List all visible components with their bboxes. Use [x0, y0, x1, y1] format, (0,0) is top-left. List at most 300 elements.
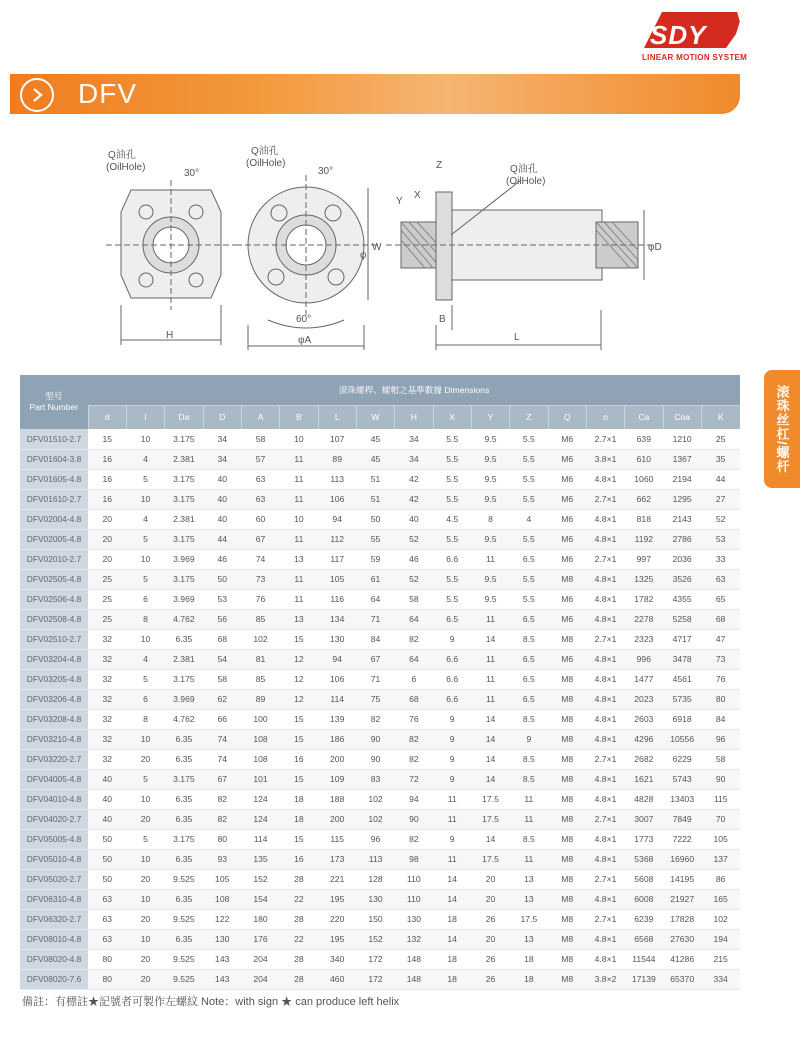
cell-b: 11 [280, 589, 318, 609]
table-row [20, 529, 740, 549]
cell-y: 9.5 [471, 469, 509, 489]
cell-da: 9.525 [165, 909, 203, 929]
cell-d: 74 [203, 749, 241, 769]
logo-brand: SDY [650, 20, 707, 50]
cell-w: 96 [356, 829, 394, 849]
cell-z: 13 [510, 889, 548, 909]
cell-q: M6 [548, 469, 586, 489]
cell-w: 172 [356, 949, 394, 969]
cell-l: 200 [318, 809, 356, 829]
cell-b: 18 [280, 789, 318, 809]
cell-d: 82 [203, 809, 241, 829]
cell-coa: 2786 [663, 529, 701, 549]
cell-w: 102 [356, 789, 394, 809]
cell-b: 13 [280, 609, 318, 629]
cell-k: 47 [701, 629, 740, 649]
cell-q: M8 [548, 889, 586, 909]
cell-q: M8 [548, 709, 586, 729]
cell-l: 340 [318, 949, 356, 969]
table-row [20, 789, 740, 809]
cell-ca: 5368 [625, 849, 663, 869]
dim-b-label: B [439, 314, 446, 325]
cell-y: 20 [471, 929, 509, 949]
cell-d: 40 [88, 769, 126, 789]
cell-d: 56 [203, 609, 241, 629]
cell-h: 52 [395, 569, 433, 589]
cell-da: 9.525 [165, 869, 203, 889]
cell-q: M6 [548, 449, 586, 469]
cell-q: M6 [548, 589, 586, 609]
cell-d: 63 [88, 929, 126, 949]
part-number-cell: DFV08020-4.8 [20, 949, 88, 969]
cell-da: 6.35 [165, 749, 203, 769]
cell-da: 2.381 [165, 449, 203, 469]
cell-d: 25 [88, 589, 126, 609]
cell-ca: 2278 [625, 609, 663, 629]
cell-w: 71 [356, 669, 394, 689]
cell-k: 68 [701, 609, 740, 629]
cell-d: 93 [203, 849, 241, 869]
cell-coa: 65370 [663, 969, 701, 989]
cell-ca: 4828 [625, 789, 663, 809]
cell-l: 89 [318, 449, 356, 469]
part-number-cell: DFV02010-2.7 [20, 549, 88, 569]
cell-h: 82 [395, 749, 433, 769]
cell-h: 76 [395, 709, 433, 729]
cell-n: 4.8×1 [586, 789, 624, 809]
cell-n: 2.7×1 [586, 749, 624, 769]
column-header-w: W [356, 405, 394, 429]
cell-coa: 14195 [663, 869, 701, 889]
cell-n: 2.7×1 [586, 629, 624, 649]
cell-k: 80 [701, 689, 740, 709]
cell-h: 58 [395, 589, 433, 609]
cell-ca: 1621 [625, 769, 663, 789]
cell-z: 11 [510, 849, 548, 869]
cell-d: 74 [203, 729, 241, 749]
cell-a: 101 [241, 769, 279, 789]
cell-y: 14 [471, 769, 509, 789]
cell-q: M8 [548, 769, 586, 789]
cell-x: 6.5 [433, 609, 471, 629]
cell-y: 11 [471, 669, 509, 689]
cell-l: 10 [126, 629, 164, 649]
table-row [20, 869, 740, 889]
angle-60: 60° [296, 314, 312, 325]
cell-w: 75 [356, 689, 394, 709]
cell-h: 90 [395, 809, 433, 829]
cell-l: 115 [318, 829, 356, 849]
cell-k: 33 [701, 549, 740, 569]
cell-z: 8.5 [510, 829, 548, 849]
cell-l: 10 [126, 849, 164, 869]
cell-q: M8 [548, 869, 586, 889]
cell-n: 4.8×1 [586, 829, 624, 849]
cell-y: 17.5 [471, 789, 509, 809]
cell-x: 5.5 [433, 569, 471, 589]
cell-b: 28 [280, 949, 318, 969]
cell-h: 52 [395, 529, 433, 549]
cell-k: 84 [701, 709, 740, 729]
cell-l: 113 [318, 469, 356, 489]
cell-l: 10 [126, 549, 164, 569]
cell-b: 28 [280, 969, 318, 989]
cell-l: 188 [318, 789, 356, 809]
table-row [20, 949, 740, 969]
cell-b: 28 [280, 909, 318, 929]
cell-l: 114 [318, 689, 356, 709]
cell-z: 6.5 [510, 689, 548, 709]
cell-h: 110 [395, 889, 433, 909]
cell-l: 106 [318, 669, 356, 689]
cell-d: 68 [203, 629, 241, 649]
cell-l: 20 [126, 809, 164, 829]
cell-w: 71 [356, 609, 394, 629]
cell-l: 195 [318, 889, 356, 909]
cell-d: 32 [88, 669, 126, 689]
cell-n: 4.8×1 [586, 949, 624, 969]
table-row [20, 589, 740, 609]
cell-z: 8.5 [510, 769, 548, 789]
cell-d: 15 [88, 429, 126, 449]
cell-d: 32 [88, 689, 126, 709]
cell-d: 16 [88, 489, 126, 509]
cell-l: 195 [318, 929, 356, 949]
cell-w: 113 [356, 849, 394, 869]
table-row [20, 849, 740, 869]
cell-y: 9.5 [471, 589, 509, 609]
cell-d: 32 [88, 629, 126, 649]
cell-a: 81 [241, 649, 279, 669]
cell-da: 3.969 [165, 589, 203, 609]
cell-d: 143 [203, 949, 241, 969]
column-header-ca: Ca [625, 405, 663, 429]
cell-z: 5.5 [510, 489, 548, 509]
cell-q: M8 [548, 969, 586, 989]
column-header-y: Y [471, 405, 509, 429]
cell-z: 6.5 [510, 649, 548, 669]
cell-w: 172 [356, 969, 394, 989]
cell-a: 108 [241, 729, 279, 749]
table-row [20, 569, 740, 589]
cell-z: 18 [510, 969, 548, 989]
cell-q: M8 [548, 749, 586, 769]
cell-d: 40 [203, 469, 241, 489]
part-number-cell: DFV02510-2.7 [20, 629, 88, 649]
cell-ca: 610 [625, 449, 663, 469]
cell-d: 108 [203, 889, 241, 909]
cell-z: 6.5 [510, 549, 548, 569]
cell-n: 4.8×1 [586, 609, 624, 629]
cell-coa: 2143 [663, 509, 701, 529]
cell-d: 40 [88, 809, 126, 829]
cell-a: 63 [241, 489, 279, 509]
front-view-left [106, 180, 236, 345]
side-view [386, 180, 656, 350]
cell-l: 8 [126, 709, 164, 729]
cell-l: 20 [126, 909, 164, 929]
cell-k: 53 [701, 529, 740, 549]
cell-b: 15 [280, 629, 318, 649]
part-number-cell: DFV01605-4.8 [20, 469, 88, 489]
cell-l: 94 [318, 649, 356, 669]
sdy-logo [640, 4, 750, 64]
column-header-row [20, 405, 740, 429]
cell-z: 5.5 [510, 529, 548, 549]
cell-k: 70 [701, 809, 740, 829]
cell-coa: 1367 [663, 449, 701, 469]
cell-n: 4.8×1 [586, 469, 624, 489]
cell-z: 6.5 [510, 669, 548, 689]
cell-l: 105 [318, 569, 356, 589]
cell-q: M8 [548, 569, 586, 589]
cell-d: 50 [203, 569, 241, 589]
cell-x: 6.6 [433, 669, 471, 689]
cell-l: 20 [126, 949, 164, 969]
table-row [20, 649, 740, 669]
cell-a: 204 [241, 969, 279, 989]
cell-z: 8.5 [510, 749, 548, 769]
cell-l: 10 [126, 489, 164, 509]
cell-y: 11 [471, 649, 509, 669]
cell-y: 14 [471, 749, 509, 769]
cell-z: 9 [510, 729, 548, 749]
cell-l: 5 [126, 829, 164, 849]
cell-l: 10 [126, 929, 164, 949]
table-row [20, 709, 740, 729]
cell-q: M6 [548, 529, 586, 549]
cell-l: 20 [126, 749, 164, 769]
cell-x: 14 [433, 869, 471, 889]
cell-n: 4.8×1 [586, 669, 624, 689]
cell-y: 8 [471, 509, 509, 529]
cell-da: 3.175 [165, 429, 203, 449]
cell-x: 4.5 [433, 509, 471, 529]
cell-l: 4 [126, 509, 164, 529]
cell-da: 6.35 [165, 629, 203, 649]
oil-hole-en-1: (OilHole) [106, 162, 146, 173]
cell-a: 114 [241, 829, 279, 849]
cell-h: 148 [395, 969, 433, 989]
cell-b: 11 [280, 469, 318, 489]
cell-ca: 4296 [625, 729, 663, 749]
cell-d: 32 [88, 709, 126, 729]
cell-x: 9 [433, 729, 471, 749]
cell-y: 9.5 [471, 529, 509, 549]
cell-y: 11 [471, 549, 509, 569]
cell-a: 154 [241, 889, 279, 909]
cell-coa: 6229 [663, 749, 701, 769]
cell-d: 122 [203, 909, 241, 929]
cell-b: 28 [280, 869, 318, 889]
cell-l: 112 [318, 529, 356, 549]
cell-k: 215 [701, 949, 740, 969]
part-number-cell: DFV05005-4.8 [20, 829, 88, 849]
cell-a: 76 [241, 589, 279, 609]
part-label-en: Part Number [29, 402, 79, 412]
cell-w: 150 [356, 909, 394, 929]
cell-b: 11 [280, 489, 318, 509]
cell-a: 124 [241, 789, 279, 809]
cell-q: M8 [548, 909, 586, 929]
part-number-cell: DFV08010-4.8 [20, 929, 88, 949]
cell-q: M8 [548, 689, 586, 709]
dim-phi-label: φ [360, 250, 367, 261]
cell-l: 6 [126, 589, 164, 609]
cell-b: 15 [280, 729, 318, 749]
side-category-tab[interactable] [764, 370, 800, 488]
cell-q: M8 [548, 949, 586, 969]
cell-coa: 4717 [663, 629, 701, 649]
cell-b: 22 [280, 929, 318, 949]
cell-y: 14 [471, 629, 509, 649]
cell-a: 102 [241, 629, 279, 649]
cell-n: 2.7×1 [586, 489, 624, 509]
cell-n: 4.8×1 [586, 849, 624, 869]
cell-n: 4.8×1 [586, 569, 624, 589]
cell-ca: 17139 [625, 969, 663, 989]
cell-w: 64 [356, 589, 394, 609]
cell-b: 10 [280, 429, 318, 449]
cell-b: 15 [280, 709, 318, 729]
cell-l: 139 [318, 709, 356, 729]
cell-x: 5.5 [433, 429, 471, 449]
cell-d: 130 [203, 929, 241, 949]
cell-y: 9.5 [471, 449, 509, 469]
cell-coa: 2036 [663, 549, 701, 569]
cell-w: 128 [356, 869, 394, 889]
cell-ca: 2023 [625, 689, 663, 709]
part-number-cell: DFV06310-4.8 [20, 889, 88, 909]
cell-a: 74 [241, 549, 279, 569]
cell-y: 14 [471, 729, 509, 749]
cell-d: 40 [88, 789, 126, 809]
cell-x: 5.5 [433, 449, 471, 469]
part-number-cell: DFV03210-4.8 [20, 729, 88, 749]
cell-n: 4.8×1 [586, 929, 624, 949]
cell-l: 173 [318, 849, 356, 869]
cell-d: 44 [203, 529, 241, 549]
cell-h: 40 [395, 509, 433, 529]
column-header-a: A [241, 405, 279, 429]
cell-coa: 41286 [663, 949, 701, 969]
cell-a: 60 [241, 509, 279, 529]
dim-w-label: W [372, 242, 382, 253]
cell-x: 9 [433, 709, 471, 729]
cell-n: 2.7×1 [586, 869, 624, 889]
cell-h: 64 [395, 609, 433, 629]
cell-ca: 997 [625, 549, 663, 569]
cell-a: 204 [241, 949, 279, 969]
cell-d: 54 [203, 649, 241, 669]
table-row [20, 509, 740, 529]
table-row [20, 969, 740, 989]
cell-d: 40 [203, 489, 241, 509]
cell-k: 63 [701, 569, 740, 589]
cell-da: 3.969 [165, 549, 203, 569]
cell-h: 64 [395, 649, 433, 669]
cell-z: 5.5 [510, 449, 548, 469]
cell-d: 20 [88, 529, 126, 549]
cell-b: 12 [280, 689, 318, 709]
cell-da: 3.175 [165, 529, 203, 549]
column-header-d: D [203, 405, 241, 429]
dimensions-table [20, 375, 740, 990]
cell-n: 4.8×1 [586, 529, 624, 549]
cell-z: 5.5 [510, 429, 548, 449]
dim-h-label: H [166, 330, 174, 341]
cell-d: 105 [203, 869, 241, 889]
cell-a: 85 [241, 609, 279, 629]
oil-hole-en-3: (OilHole) [506, 176, 546, 187]
cell-q: M8 [548, 669, 586, 689]
cell-w: 45 [356, 449, 394, 469]
cell-k: 96 [701, 729, 740, 749]
cell-d: 80 [203, 829, 241, 849]
cell-l: 8 [126, 609, 164, 629]
cell-y: 11 [471, 689, 509, 709]
cell-d: 40 [203, 509, 241, 529]
cell-a: 63 [241, 469, 279, 489]
cell-q: M8 [548, 849, 586, 869]
dim-l-label: L [514, 332, 520, 343]
column-header-z: Z [510, 405, 548, 429]
cell-n: 4.8×1 [586, 689, 624, 709]
cell-k: 137 [701, 849, 740, 869]
cell-coa: 1210 [663, 429, 701, 449]
page-title: DFV [78, 78, 137, 109]
cell-da: 9.525 [165, 969, 203, 989]
cell-b: 12 [280, 669, 318, 689]
cell-k: 58 [701, 749, 740, 769]
cell-l: 460 [318, 969, 356, 989]
cell-w: 45 [356, 429, 394, 449]
table-row [20, 889, 740, 909]
cell-b: 11 [280, 529, 318, 549]
part-number-cell: DFV08020-7.6 [20, 969, 88, 989]
cell-l: 10 [126, 429, 164, 449]
cell-a: 73 [241, 569, 279, 589]
cell-b: 22 [280, 889, 318, 909]
cell-h: 42 [395, 489, 433, 509]
cell-n: 4.8×1 [586, 649, 624, 669]
technical-drawing [96, 140, 696, 355]
table-row [20, 689, 740, 709]
cell-da: 3.175 [165, 469, 203, 489]
cell-q: M8 [548, 929, 586, 949]
cell-x: 9 [433, 769, 471, 789]
cell-k: 115 [701, 789, 740, 809]
cell-coa: 3478 [663, 649, 701, 669]
cell-d: 34 [203, 449, 241, 469]
cell-d: 62 [203, 689, 241, 709]
cell-y: 9.5 [471, 489, 509, 509]
cell-k: 90 [701, 769, 740, 789]
cell-coa: 27630 [663, 929, 701, 949]
part-number-cell: DFV03220-2.7 [20, 749, 88, 769]
cell-y: 14 [471, 709, 509, 729]
cell-n: 4.8×1 [586, 769, 624, 789]
cell-coa: 10556 [663, 729, 701, 749]
cell-l: 134 [318, 609, 356, 629]
cell-d: 16 [88, 449, 126, 469]
cell-da: 6.35 [165, 889, 203, 909]
cell-z: 13 [510, 869, 548, 889]
cell-da: 6.35 [165, 929, 203, 949]
cell-da: 2.381 [165, 649, 203, 669]
cell-a: 176 [241, 929, 279, 949]
part-number-cell: DFV01604-3.8 [20, 449, 88, 469]
